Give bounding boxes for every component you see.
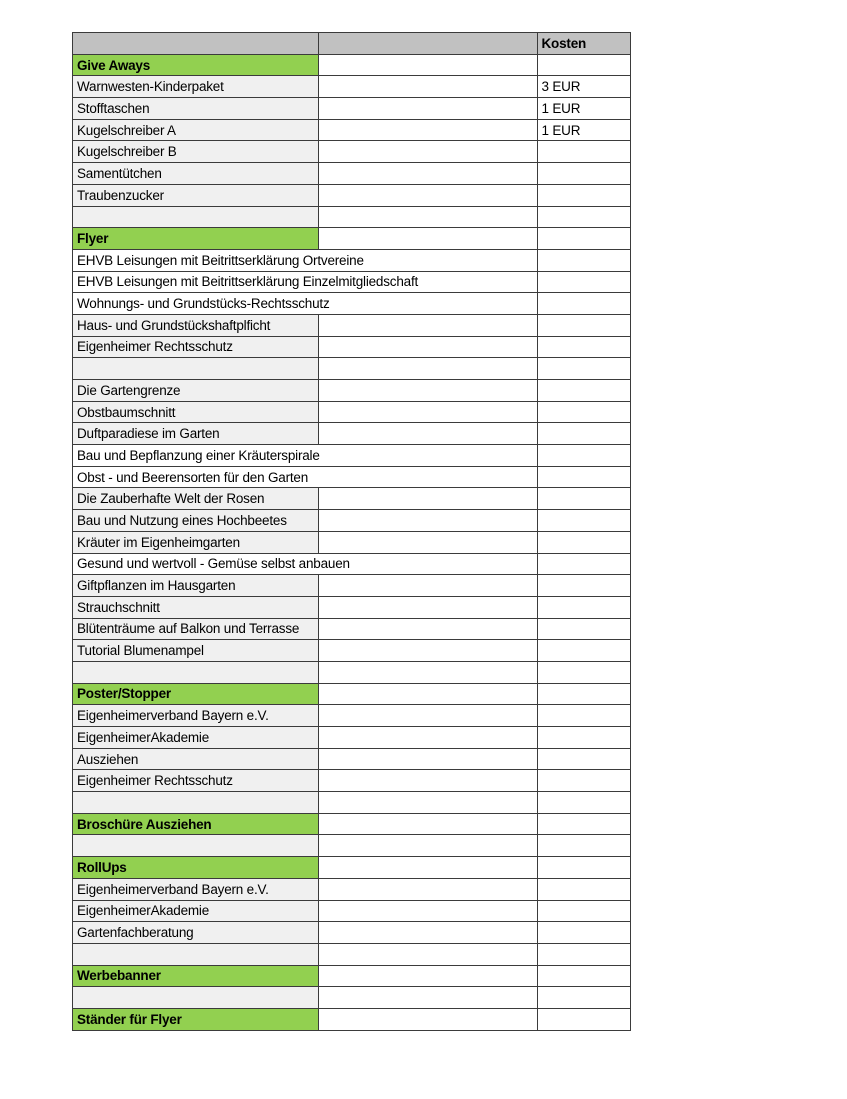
price-list-table: [72, 32, 631, 1031]
section-row: [73, 966, 631, 988]
kosten-cell: [538, 55, 631, 77]
middle-cell: [319, 835, 538, 857]
kosten-cell: [538, 402, 631, 424]
kosten-cell: [538, 293, 631, 315]
middle-cell: [319, 402, 538, 424]
section-row: [73, 857, 631, 879]
kosten-cell: [538, 684, 631, 706]
item-row: [73, 185, 631, 207]
section-row: [73, 814, 631, 836]
middle-cell: [319, 684, 538, 706]
kosten-header-cell: Kosten: [538, 33, 631, 55]
middle-cell: [319, 770, 538, 792]
kosten-cell: [538, 857, 631, 879]
middle-cell: [319, 749, 538, 771]
kosten-cell: [538, 185, 631, 207]
middle-cell: [319, 163, 538, 185]
middle-cell: [319, 727, 538, 749]
middle-cell: [319, 857, 538, 879]
overflow-row: [73, 445, 631, 467]
item-row: [73, 141, 631, 163]
middle-cell: [319, 510, 538, 532]
row-label-cell: EHVB Leisungen mit Beitrittserklärung Einzelmitgliedschaft: [73, 272, 538, 294]
row-label-cell: Bau und Bepflanzung einer Kräuterspirale: [73, 445, 538, 467]
middle-cell: [319, 814, 538, 836]
row-label-cell: Eigenheimerverband Bayern e.V.: [73, 705, 319, 727]
kosten-cell: [538, 792, 631, 814]
kosten-cell: [538, 315, 631, 337]
row-label-cell: EigenheimerAkademie: [73, 901, 319, 923]
kosten-cell: [538, 272, 631, 294]
row-label-cell: Bau und Nutzung eines Hochbeetes: [73, 510, 319, 532]
middle-cell: [319, 597, 538, 619]
kosten-cell: [538, 901, 631, 923]
middle-cell: [319, 98, 538, 120]
empty-row: [73, 944, 631, 966]
row-label-cell: Strauchschnitt: [73, 597, 319, 619]
middle-cell: [319, 575, 538, 597]
item-row: [73, 901, 631, 923]
middle-cell: [319, 185, 538, 207]
item-row: [73, 402, 631, 424]
middle-cell: [319, 966, 538, 988]
row-label-cell: Eigenheimerverband Bayern e.V.: [73, 879, 319, 901]
middle-cell: [319, 55, 538, 77]
middle-cell: [319, 488, 538, 510]
section-label-cell: Give Aways: [73, 55, 319, 77]
item-row: [73, 727, 631, 749]
kosten-cell: [538, 770, 631, 792]
row-label-cell: Giftpflanzen im Hausgarten: [73, 575, 319, 597]
row-label-cell: EigenheimerAkademie: [73, 727, 319, 749]
section-row: [73, 1009, 631, 1031]
row-label-cell: Warnwesten-Kinderpaket: [73, 76, 319, 98]
middle-cell: [319, 1009, 538, 1031]
section-row: [73, 228, 631, 250]
row-label-cell: Samentütchen: [73, 163, 319, 185]
item-row: [73, 749, 631, 771]
row-label-cell: Kugelschreiber A: [73, 120, 319, 142]
row-label-cell: EHVB Leisungen mit Beitrittserklärung Ortvereine: [73, 250, 538, 272]
item-row: [73, 770, 631, 792]
kosten-cell: [538, 358, 631, 380]
middle-cell: [319, 207, 538, 229]
header-middle-cell: [319, 33, 538, 55]
row-label-cell: [73, 358, 319, 380]
middle-cell: [319, 315, 538, 337]
header-label-cell: [73, 33, 319, 55]
row-label-cell: Kräuter im Eigenheimgarten: [73, 532, 319, 554]
row-label-cell: [73, 792, 319, 814]
item-row: [73, 879, 631, 901]
item-row: [73, 120, 631, 142]
middle-cell: [319, 619, 538, 641]
empty-row: [73, 662, 631, 684]
row-label-cell: Blütenträume auf Balkon und Terrasse: [73, 619, 319, 641]
kosten-cell: [538, 619, 631, 641]
middle-cell: [319, 337, 538, 359]
row-label-cell: Kugelschreiber B: [73, 141, 319, 163]
kosten-cell: [538, 640, 631, 662]
row-label-cell: Eigenheimer Rechtsschutz: [73, 770, 319, 792]
row-label-cell: Wohnungs- und Grundstücks-Rechtsschutz: [73, 293, 538, 315]
row-label-cell: [73, 662, 319, 684]
overflow-row: [73, 272, 631, 294]
row-label-cell: Obstbaumschnitt: [73, 402, 319, 424]
middle-cell: [319, 423, 538, 445]
overflow-row: [73, 293, 631, 315]
row-label-cell: Gesund und wertvoll - Gemüse selbst anbauen: [73, 554, 538, 576]
header-row: [73, 33, 631, 55]
section-row: [73, 684, 631, 706]
middle-cell: [319, 532, 538, 554]
item-row: [73, 315, 631, 337]
empty-row: [73, 792, 631, 814]
kosten-cell: [538, 141, 631, 163]
kosten-cell: [538, 532, 631, 554]
section-label-cell: Ständer für Flyer: [73, 1009, 319, 1031]
row-label-cell: Obst - und Beerensorten für den Garten: [73, 467, 538, 489]
kosten-cell: 1 EUR: [538, 120, 631, 142]
row-label-cell: Die Zauberhafte Welt der Rosen: [73, 488, 319, 510]
item-row: [73, 380, 631, 402]
kosten-cell: [538, 662, 631, 684]
kosten-cell: [538, 944, 631, 966]
overflow-row: [73, 554, 631, 576]
section-row: [73, 55, 631, 77]
item-row: [73, 488, 631, 510]
item-row: [73, 337, 631, 359]
item-row: [73, 922, 631, 944]
middle-cell: [319, 987, 538, 1009]
kosten-cell: [538, 987, 631, 1009]
middle-cell: [319, 705, 538, 727]
kosten-cell: [538, 727, 631, 749]
row-label-cell: Traubenzucker: [73, 185, 319, 207]
section-label-cell: Poster/Stopper: [73, 684, 319, 706]
kosten-cell: 3 EUR: [538, 76, 631, 98]
kosten-cell: [538, 749, 631, 771]
middle-cell: [319, 662, 538, 684]
kosten-cell: [538, 510, 631, 532]
middle-cell: [319, 640, 538, 662]
row-label-cell: [73, 835, 319, 857]
kosten-cell: 1 EUR: [538, 98, 631, 120]
kosten-cell: [538, 467, 631, 489]
middle-cell: [319, 792, 538, 814]
kosten-cell: [538, 337, 631, 359]
item-row: [73, 532, 631, 554]
item-row: [73, 575, 631, 597]
row-label-cell: Stofftaschen: [73, 98, 319, 120]
row-label-cell: Duftparadiese im Garten: [73, 423, 319, 445]
overflow-row: [73, 250, 631, 272]
row-label-cell: [73, 987, 319, 1009]
kosten-cell: [538, 575, 631, 597]
kosten-cell: [538, 207, 631, 229]
row-label-cell: Tutorial Blumenampel: [73, 640, 319, 662]
item-row: [73, 619, 631, 641]
middle-cell: [319, 901, 538, 923]
middle-cell: [319, 944, 538, 966]
kosten-cell: [538, 814, 631, 836]
empty-row: [73, 207, 631, 229]
kosten-cell: [538, 835, 631, 857]
kosten-cell: [538, 597, 631, 619]
kosten-cell: [538, 922, 631, 944]
kosten-cell: [538, 228, 631, 250]
kosten-cell: [538, 705, 631, 727]
empty-row: [73, 358, 631, 380]
middle-cell: [319, 922, 538, 944]
item-row: [73, 510, 631, 532]
row-label-cell: Ausziehen: [73, 749, 319, 771]
overflow-row: [73, 467, 631, 489]
section-label-cell: RollUps: [73, 857, 319, 879]
row-label-cell: [73, 944, 319, 966]
row-label-cell: Die Gartengrenze: [73, 380, 319, 402]
kosten-cell: [538, 1009, 631, 1031]
section-label-cell: Flyer: [73, 228, 319, 250]
middle-cell: [319, 228, 538, 250]
middle-cell: [319, 380, 538, 402]
item-row: [73, 163, 631, 185]
item-row: [73, 597, 631, 619]
kosten-cell: [538, 445, 631, 467]
middle-cell: [319, 358, 538, 380]
kosten-cell: [538, 423, 631, 445]
kosten-cell: [538, 554, 631, 576]
item-row: [73, 76, 631, 98]
kosten-cell: [538, 879, 631, 901]
section-label-cell: Werbebanner: [73, 966, 319, 988]
row-label-cell: [73, 207, 319, 229]
kosten-cell: [538, 250, 631, 272]
kosten-cell: [538, 163, 631, 185]
middle-cell: [319, 879, 538, 901]
kosten-cell: [538, 966, 631, 988]
row-label-cell: Eigenheimer Rechtsschutz: [73, 337, 319, 359]
middle-cell: [319, 120, 538, 142]
empty-row: [73, 835, 631, 857]
row-label-cell: Gartenfachberatung: [73, 922, 319, 944]
kosten-cell: [538, 380, 631, 402]
item-row: [73, 98, 631, 120]
item-row: [73, 640, 631, 662]
middle-cell: [319, 76, 538, 98]
item-row: [73, 705, 631, 727]
middle-cell: [319, 141, 538, 163]
section-label-cell: Broschüre Ausziehen: [73, 814, 319, 836]
row-label-cell: Haus- und Grundstückshaftplficht: [73, 315, 319, 337]
empty-row: [73, 987, 631, 1009]
kosten-cell: [538, 488, 631, 510]
item-row: [73, 423, 631, 445]
